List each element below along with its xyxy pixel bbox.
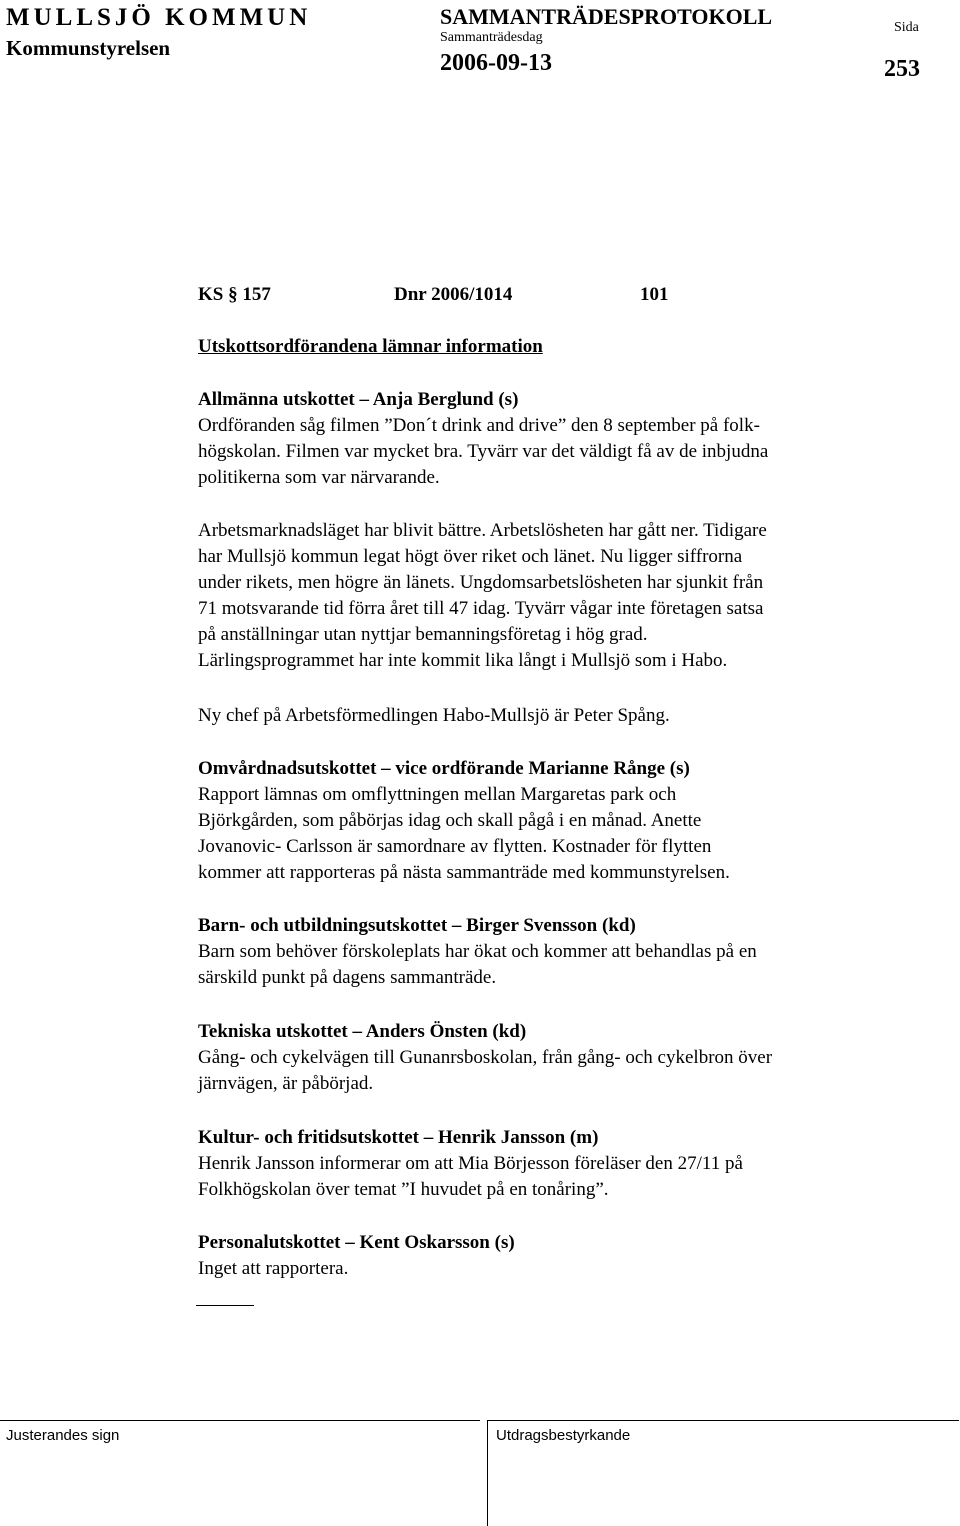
item-title: Utskottsordförandena lämnar information <box>198 336 543 357</box>
footer-rule-right <box>487 1420 959 1421</box>
body-line: Ny chef på Arbetsförmedlingen Habo-Mullsjö är Peter Spång. <box>198 705 670 726</box>
body-line: på anställningar utan nyttjar bemanningsföretag i hög grad. <box>198 624 648 645</box>
body-line: under rikets, men högre än länets. Ungdomsarbetslösheten har sjunkit från <box>198 572 764 593</box>
justification-signature-label: Justerandes sign <box>6 1427 120 1444</box>
diary-number: Dnr 2006/1014 <box>394 284 513 305</box>
section-heading: Barn- och utbildningsutskottet – Birger Svensson (kd) <box>198 915 636 936</box>
body-line: järnvägen, är påbörjad. <box>198 1073 374 1094</box>
body-line: Lärlingsprogrammet har inte kommit lika långt i Mullsjö som i Habo. <box>198 650 728 671</box>
protocol-title: SAMMANTRÄDESPROTOKOLL <box>440 4 773 29</box>
body-line: Jovanovic- Carlsson är samordnare av flytten. Kostnader för flytten <box>198 836 712 857</box>
body-line: Henrik Jansson informerar om att Mia Börjesson föreläser den 27/11 på <box>198 1153 743 1174</box>
body-line: Rapport lämnas om omflyttningen mellan Margaretas park och <box>198 784 677 805</box>
municipality-name: MULLSJÖ KOMMUN <box>6 4 312 31</box>
body-line: 71 motsvarande tid förra året till 47 idag. Tyvärr vågar inte företagen satsa <box>198 598 764 619</box>
section-heading: Personalutskottet – Kent Oskarsson (s) <box>198 1232 515 1253</box>
extract-certification-label: Utdragsbestyrkande <box>496 1427 631 1444</box>
meeting-date: 2006-09-13 <box>440 50 552 76</box>
body-line: Arbetsmarknadsläget har blivit bättre. Arbetslösheten har gått ner. Tidigare <box>198 520 767 541</box>
body-line: kommer att rapporteras på nästa sammanträde med kommunstyrelsen. <box>198 862 730 883</box>
page-number: 253 <box>884 56 920 82</box>
body-line: Gång- och cykelvägen till Gunanrsboskolan, från gång- och cykelbron över <box>198 1047 773 1068</box>
section-heading: Kultur- och fritidsutskottet – Henrik Jansson (m) <box>198 1127 599 1148</box>
body-line: har Mullsjö kommun legat högt över riket och länet. Nu ligger siffrorna <box>198 546 743 567</box>
body-line: Folkhögskolan över temat ”I huvudet på en tonåring”. <box>198 1179 609 1200</box>
body-line: Inget att rapportera. <box>198 1258 349 1279</box>
body-line: Ordföranden såg filmen ”Don´t drink and drive” den 8 september på folk- <box>198 415 760 436</box>
body-line: Barn som behöver förskoleplats har ökat och kommer att behandlas på en <box>198 941 757 962</box>
board-name: Kommunstyrelsen <box>6 36 171 60</box>
closing-rule <box>196 1305 254 1306</box>
section-heading: Allmänna utskottet – Anja Berglund (s) <box>198 389 519 410</box>
body-line: särskild punkt på dagens sammanträde. <box>198 967 497 988</box>
page-label: Sida <box>894 20 919 35</box>
footer-divider <box>487 1420 488 1526</box>
body-line: högskolan. Filmen var mycket bra. Tyvärr var det väldigt få av de inbjudna <box>198 441 769 462</box>
meeting-date-label: Sammanträdesdag <box>440 30 543 45</box>
body-line: politikerna som var närvarande. <box>198 467 440 488</box>
archive-code: 101 <box>640 284 669 305</box>
section-heading: Tekniska utskottet – Anders Önsten (kd) <box>198 1021 527 1042</box>
ks-paragraph-number: KS § 157 <box>198 284 271 305</box>
section-heading: Omvårdnadsutskottet – vice ordförande Marianne Rånge (s) <box>198 758 690 779</box>
footer-rule-left <box>0 1420 480 1421</box>
body-line: Björkgården, som påbörjas idag och skall pågå i en månad. Anette <box>198 810 702 831</box>
